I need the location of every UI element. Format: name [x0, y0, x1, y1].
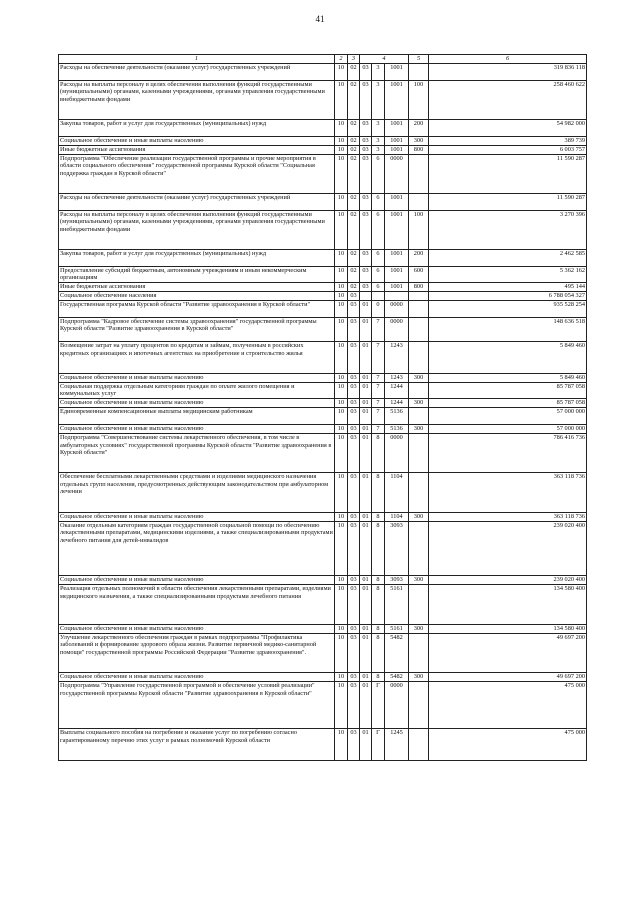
table-row	[59, 399, 587, 408]
row-subsection: 02	[348, 145, 360, 154]
row-section: 10	[335, 473, 348, 512]
table-row	[59, 373, 587, 382]
row-subsection: 03	[348, 633, 360, 672]
row-amount: 239 020 400	[429, 576, 587, 585]
row-amount: 5 849 460	[429, 373, 587, 382]
row-expense-type	[409, 317, 429, 341]
row-expense-type	[409, 473, 429, 512]
row-direction: 1245	[385, 729, 409, 761]
row-direction: 1001	[385, 210, 409, 249]
row-expense-type	[409, 408, 429, 425]
row-subprogram: 7	[372, 399, 385, 408]
row-name: Социальное обеспечение и иные выплаты населению	[59, 512, 335, 521]
table-header-row	[59, 55, 587, 64]
table-row	[59, 210, 587, 249]
table-row	[59, 576, 587, 585]
table-row	[59, 119, 587, 136]
row-subsection: 03	[348, 292, 360, 301]
row-amount: 475 000	[429, 682, 587, 729]
row-name: Иные бюджетные ассигнования	[59, 283, 335, 292]
row-amount: 57 000 000	[429, 424, 587, 433]
row-amount: 475 000	[429, 729, 587, 761]
row-section: 10	[335, 193, 348, 210]
row-subsection: 03	[348, 682, 360, 729]
row-amount: 319 836 118	[429, 64, 587, 81]
row-direction: 1104	[385, 473, 409, 512]
row-subprogram: 3	[372, 119, 385, 136]
row-section: 10	[335, 341, 348, 373]
row-direction: 1001	[385, 64, 409, 81]
row-amount: 258 460 622	[429, 80, 587, 119]
row-program: 03	[360, 80, 372, 119]
row-subprogram: 8	[372, 473, 385, 512]
row-expense-type: 300	[409, 673, 429, 682]
row-amount: 85 787 058	[429, 382, 587, 399]
row-program: 03	[360, 119, 372, 136]
row-expense-type: 300	[409, 373, 429, 382]
row-subsection: 03	[348, 373, 360, 382]
row-subprogram: 3	[372, 64, 385, 81]
row-program: 01	[360, 301, 372, 318]
row-subprogram: 6	[372, 283, 385, 292]
row-subprogram: 7	[372, 424, 385, 433]
row-section: 10	[335, 210, 348, 249]
row-subsection: 02	[348, 266, 360, 283]
row-subsection: 03	[348, 424, 360, 433]
row-direction: 5136	[385, 408, 409, 425]
row-subprogram: 6	[372, 154, 385, 193]
row-direction: 3093	[385, 576, 409, 585]
row-name: Подпрограмма "Обеспечение реализации государственной программы и прочие мероприятия в области социального обеспечения" государственной программы Курской области "Социальная поддержка граждан в Курской области"	[59, 154, 335, 193]
row-expense-type: 300	[409, 136, 429, 145]
row-amount: 363 118 736	[429, 512, 587, 521]
row-amount: 134 580 400	[429, 624, 587, 633]
row-section: 10	[335, 424, 348, 433]
row-expense-type: 100	[409, 80, 429, 119]
row-subprogram	[372, 292, 385, 301]
row-subprogram: 6	[372, 266, 385, 283]
row-subprogram: 7	[372, 382, 385, 399]
row-subprogram: 8	[372, 433, 385, 472]
row-subsection: 02	[348, 64, 360, 81]
table-row	[59, 433, 587, 472]
row-subsection: 03	[348, 399, 360, 408]
row-section: 10	[335, 682, 348, 729]
row-program: 03	[360, 64, 372, 81]
table-row	[59, 729, 587, 761]
table-row	[59, 585, 587, 624]
row-expense-type	[409, 633, 429, 672]
row-name: Закупка товаров, работ и услуг для государственных (муниципальных) нужд	[59, 249, 335, 266]
header-col-2: 2	[335, 55, 348, 64]
row-amount: 5 362 162	[429, 266, 587, 283]
row-expense-type: 200	[409, 119, 429, 136]
table-row	[59, 382, 587, 399]
row-amount: 495 144	[429, 283, 587, 292]
row-name: Социальное обеспечение и иные выплаты населению	[59, 624, 335, 633]
row-expense-type: 300	[409, 624, 429, 633]
row-amount: 389 739	[429, 136, 587, 145]
row-direction: 1001	[385, 249, 409, 266]
row-amount: 85 787 058	[429, 399, 587, 408]
row-name: Расходы на обеспечение деятельности (оказание услуг) государственных учреждений	[59, 64, 335, 81]
row-expense-type	[409, 585, 429, 624]
row-subprogram: 6	[372, 210, 385, 249]
header-col-5: 5	[409, 55, 429, 64]
row-direction: 0000	[385, 301, 409, 318]
row-subprogram: 7	[372, 408, 385, 425]
row-amount: 54 982 000	[429, 119, 587, 136]
row-subprogram: 3	[372, 145, 385, 154]
row-name: Оказание отдельным категориям граждан государственной социальной помощи по обеспечению лекарственными препаратами, медицинскими изделиями, а также специализированными продуктами лечебного питания для детей-инвалидов	[59, 521, 335, 576]
row-subsection: 03	[348, 585, 360, 624]
row-name: Единовременные компенсационные выплаты медицинским работникам	[59, 408, 335, 425]
table-row	[59, 80, 587, 119]
row-subsection: 03	[348, 382, 360, 399]
row-amount: 5 849 460	[429, 341, 587, 373]
row-subsection: 02	[348, 249, 360, 266]
row-amount: 57 000 000	[429, 408, 587, 425]
row-name: Подпрограмма "Управление государственной программой и обеспечение условий реализации" государственной программы Курской области "Развитие здравоохранения в Курской области"	[59, 682, 335, 729]
row-expense-type	[409, 292, 429, 301]
row-expense-type	[409, 193, 429, 210]
row-expense-type	[409, 382, 429, 399]
table-row	[59, 317, 587, 341]
row-amount: 6 003 757	[429, 145, 587, 154]
row-section: 10	[335, 624, 348, 633]
row-program: 01	[360, 433, 372, 472]
row-name: Иные бюджетные ассигнования	[59, 145, 335, 154]
table-row	[59, 249, 587, 266]
row-section: 10	[335, 576, 348, 585]
row-subprogram: 7	[372, 373, 385, 382]
row-amount: 363 118 736	[429, 473, 587, 512]
row-direction: 1001	[385, 283, 409, 292]
row-subprogram: 6	[372, 193, 385, 210]
row-amount: 49 697 200	[429, 633, 587, 672]
header-col-4: 4	[360, 55, 409, 64]
row-subsection: 03	[348, 624, 360, 633]
row-subsection: 03	[348, 473, 360, 512]
row-section: 10	[335, 266, 348, 283]
row-program: 01	[360, 521, 372, 576]
row-subprogram: 8	[372, 673, 385, 682]
row-program: 03	[360, 266, 372, 283]
row-name: Возмещение затрат на уплату процентов по кредитам и займам, полученным в российских кредитных организациях и ипотечных агентствах на приобретение и строительство жилья	[59, 341, 335, 373]
row-program: 03	[360, 136, 372, 145]
table-row	[59, 301, 587, 318]
row-name: Социальное обеспечение и иные выплаты населению	[59, 373, 335, 382]
table-row	[59, 682, 587, 729]
row-subprogram: 7	[372, 317, 385, 341]
row-subsection: 03	[348, 433, 360, 472]
row-subprogram: 3	[372, 136, 385, 145]
row-section: 10	[335, 301, 348, 318]
row-direction: 1001	[385, 119, 409, 136]
row-expense-type: 300	[409, 512, 429, 521]
row-direction: 1001	[385, 193, 409, 210]
row-direction: 1104	[385, 512, 409, 521]
header-col-3: 3	[348, 55, 360, 64]
row-direction: 5482	[385, 633, 409, 672]
table-row	[59, 633, 587, 672]
row-section: 10	[335, 136, 348, 145]
row-subsection: 03	[348, 317, 360, 341]
row-direction: 0000	[385, 154, 409, 193]
row-expense-type: 800	[409, 283, 429, 292]
row-direction: 0000	[385, 317, 409, 341]
row-program: 01	[360, 576, 372, 585]
row-expense-type	[409, 729, 429, 761]
row-program: 01	[360, 512, 372, 521]
row-section: 10	[335, 154, 348, 193]
row-program: 01	[360, 341, 372, 373]
row-section: 10	[335, 249, 348, 266]
row-direction: 5161	[385, 624, 409, 633]
row-amount: 786 416 736	[429, 433, 587, 472]
row-section: 10	[335, 512, 348, 521]
table-row	[59, 136, 587, 145]
row-expense-type	[409, 154, 429, 193]
row-subprogram: 8	[372, 624, 385, 633]
row-program: 01	[360, 408, 372, 425]
row-subprogram: 8	[372, 633, 385, 672]
row-expense-type: 100	[409, 210, 429, 249]
row-name: Социальное обеспечение и иные выплаты населению	[59, 136, 335, 145]
row-expense-type: 800	[409, 145, 429, 154]
row-subsection: 02	[348, 193, 360, 210]
header-col-1: 1	[59, 55, 335, 64]
row-amount: 6 788 054 327	[429, 292, 587, 301]
table-row	[59, 408, 587, 425]
table-row	[59, 64, 587, 81]
row-expense-type	[409, 433, 429, 472]
row-subprogram: 8	[372, 512, 385, 521]
table-row	[59, 341, 587, 373]
row-amount: 11 590 287	[429, 154, 587, 193]
table-row	[59, 424, 587, 433]
row-expense-type	[409, 341, 429, 373]
row-subprogram: 3	[372, 80, 385, 119]
table-row	[59, 154, 587, 193]
row-name: Закупка товаров, работ и услуг для государственных (муниципальных) нужд	[59, 119, 335, 136]
row-section: 10	[335, 729, 348, 761]
row-subsection: 02	[348, 210, 360, 249]
row-section: 10	[335, 317, 348, 341]
row-program: 03	[360, 193, 372, 210]
row-name: Социальное обеспечение и иные выплаты населению	[59, 576, 335, 585]
header-col-6: 6	[429, 55, 587, 64]
row-amount: 935 528 254	[429, 301, 587, 318]
row-program	[360, 292, 372, 301]
table-row	[59, 473, 587, 512]
row-amount: 148 636 518	[429, 317, 587, 341]
row-expense-type	[409, 64, 429, 81]
row-section: 10	[335, 585, 348, 624]
row-section: 10	[335, 633, 348, 672]
row-subsection: 02	[348, 136, 360, 145]
row-direction: 1244	[385, 399, 409, 408]
table-row	[59, 512, 587, 521]
row-program: 01	[360, 424, 372, 433]
row-program: 01	[360, 682, 372, 729]
row-name: Социальное обеспечение и иные выплаты населению	[59, 399, 335, 408]
row-subsection: 02	[348, 154, 360, 193]
row-program: 01	[360, 399, 372, 408]
row-section: 10	[335, 292, 348, 301]
row-program: 03	[360, 283, 372, 292]
row-section: 10	[335, 433, 348, 472]
row-direction: 1244	[385, 382, 409, 399]
row-amount: 11 590 287	[429, 193, 587, 210]
row-amount: 2 462 585	[429, 249, 587, 266]
row-subsection: 03	[348, 576, 360, 585]
row-expense-type	[409, 521, 429, 576]
row-program: 01	[360, 633, 372, 672]
row-name: Социальное обеспечение и иные выплаты населению	[59, 424, 335, 433]
row-name: Подпрограмма "Кадровое обеспечение системы здравоохранения" государственной программы Курской области "Развитие здравоохранения в Курской области"	[59, 317, 335, 341]
row-name: Расходы на выплаты персоналу в целях обеспечения выполнения функций государственными (муниципальными) органами, казенными учреждениями, органами управления государственными внебюджетными фондами	[59, 80, 335, 119]
row-amount: 134 580 400	[429, 585, 587, 624]
row-subprogram: Г	[372, 729, 385, 761]
row-direction	[385, 292, 409, 301]
row-direction: 3093	[385, 521, 409, 576]
row-direction: 1001	[385, 266, 409, 283]
row-direction: 0000	[385, 433, 409, 472]
row-expense-type: 300	[409, 424, 429, 433]
row-subsection: 02	[348, 283, 360, 292]
row-section: 10	[335, 80, 348, 119]
row-direction: 1243	[385, 373, 409, 382]
row-name: Предоставление субсидий бюджетным, автономным учреждениям и иным некоммерческим организациям	[59, 266, 335, 283]
row-direction: 1001	[385, 80, 409, 119]
row-name: Подпрограмма "Совершенствование системы лекарственного обеспечения, в том числе в амбулаторных условиях" государственной программы Курской области "Развитие здравоохранения в Курской области"	[59, 433, 335, 472]
row-subsection: 03	[348, 301, 360, 318]
row-expense-type: 600	[409, 266, 429, 283]
table-row	[59, 292, 587, 301]
row-subsection: 03	[348, 729, 360, 761]
row-expense-type: 300	[409, 399, 429, 408]
row-program: 01	[360, 382, 372, 399]
row-expense-type: 200	[409, 249, 429, 266]
row-section: 10	[335, 145, 348, 154]
row-subsection: 03	[348, 521, 360, 576]
row-section: 10	[335, 373, 348, 382]
row-expense-type: 300	[409, 576, 429, 585]
row-program: 03	[360, 249, 372, 266]
row-direction: 1001	[385, 136, 409, 145]
budget-table	[58, 54, 587, 761]
row-amount: 49 697 200	[429, 673, 587, 682]
row-name: Социальное обеспечение и иные выплаты населению	[59, 673, 335, 682]
row-program: 01	[360, 729, 372, 761]
row-program: 01	[360, 317, 372, 341]
row-section: 10	[335, 521, 348, 576]
row-subprogram: 8	[372, 585, 385, 624]
row-subsection: 03	[348, 408, 360, 425]
row-section: 10	[335, 382, 348, 399]
row-name: Социальная поддержка отдельным категориям граждан по оплате жилого помещения и коммунальных услуг	[59, 382, 335, 399]
row-subsection: 02	[348, 119, 360, 136]
row-program: 03	[360, 145, 372, 154]
row-section: 10	[335, 408, 348, 425]
page-number: 41	[315, 14, 325, 24]
row-section: 10	[335, 283, 348, 292]
row-name: Расходы на обеспечение деятельности (оказание услуг) государственных учреждений	[59, 193, 335, 210]
table-row	[59, 193, 587, 210]
row-direction: 1243	[385, 341, 409, 373]
table-row	[59, 624, 587, 633]
row-subsection: 03	[348, 673, 360, 682]
row-subprogram: 8	[372, 576, 385, 585]
table-row	[59, 673, 587, 682]
row-name: Реализация отдельных полномочий в области обеспечения лекарственными препаратами, изделиями медицинского назначения, а также специализированными продуктами лечебного питания	[59, 585, 335, 624]
row-subsection: 03	[348, 512, 360, 521]
row-program: 01	[360, 673, 372, 682]
row-subsection: 02	[348, 80, 360, 119]
row-direction: 0000	[385, 682, 409, 729]
row-program: 01	[360, 585, 372, 624]
row-direction: 1001	[385, 145, 409, 154]
row-section: 10	[335, 399, 348, 408]
row-subprogram: 7	[372, 341, 385, 373]
row-name: Обеспечение бесплатными лекарственными средствами и изделиями медицинского назначения отдельных групп населения, предусмотренных действующим законодательством при амбулаторном лечении	[59, 473, 335, 512]
table-row	[59, 521, 587, 576]
table-row	[59, 266, 587, 283]
row-section: 10	[335, 119, 348, 136]
row-name: Выплаты социального пособия на погребение и оказание услуг по погребению согласно гарантированному перечню этих услуг в рамках полномочий Курской области	[59, 729, 335, 761]
row-program: 01	[360, 624, 372, 633]
row-expense-type	[409, 682, 429, 729]
row-program: 01	[360, 373, 372, 382]
row-subprogram: 0	[372, 301, 385, 318]
row-expense-type	[409, 301, 429, 318]
row-program: 03	[360, 210, 372, 249]
table-row	[59, 283, 587, 292]
row-program: 01	[360, 473, 372, 512]
row-direction: 5136	[385, 424, 409, 433]
row-section: 10	[335, 64, 348, 81]
row-subprogram: 6	[372, 249, 385, 266]
row-direction: 5482	[385, 673, 409, 682]
row-program: 03	[360, 154, 372, 193]
row-section: 10	[335, 673, 348, 682]
row-subprogram: 8	[372, 521, 385, 576]
row-name: Государственная программа Курской области "Развитие здравоохранения в Курской области"	[59, 301, 335, 318]
row-direction: 5161	[385, 585, 409, 624]
row-subprogram: Г	[372, 682, 385, 729]
table-row	[59, 145, 587, 154]
row-amount: 3 270 396	[429, 210, 587, 249]
row-subsection: 03	[348, 341, 360, 373]
row-name: Социальное обеспечение населения	[59, 292, 335, 301]
row-name: Расходы на выплаты персоналу в целях обеспечения выполнения функций государственными (муниципальными) органами, казенными учреждениями, органами управления государственными внебюджетными фондами	[59, 210, 335, 249]
row-name: Улучшение лекарственного обеспечения граждан в рамках подпрограммы "Профилактика заболеваний и формирование здорового образа жизни. Развитие первичной медико-санитарной помощи" государственной программы Российской Федерации "Развитие здравоохранения".	[59, 633, 335, 672]
row-amount: 239 020 400	[429, 521, 587, 576]
